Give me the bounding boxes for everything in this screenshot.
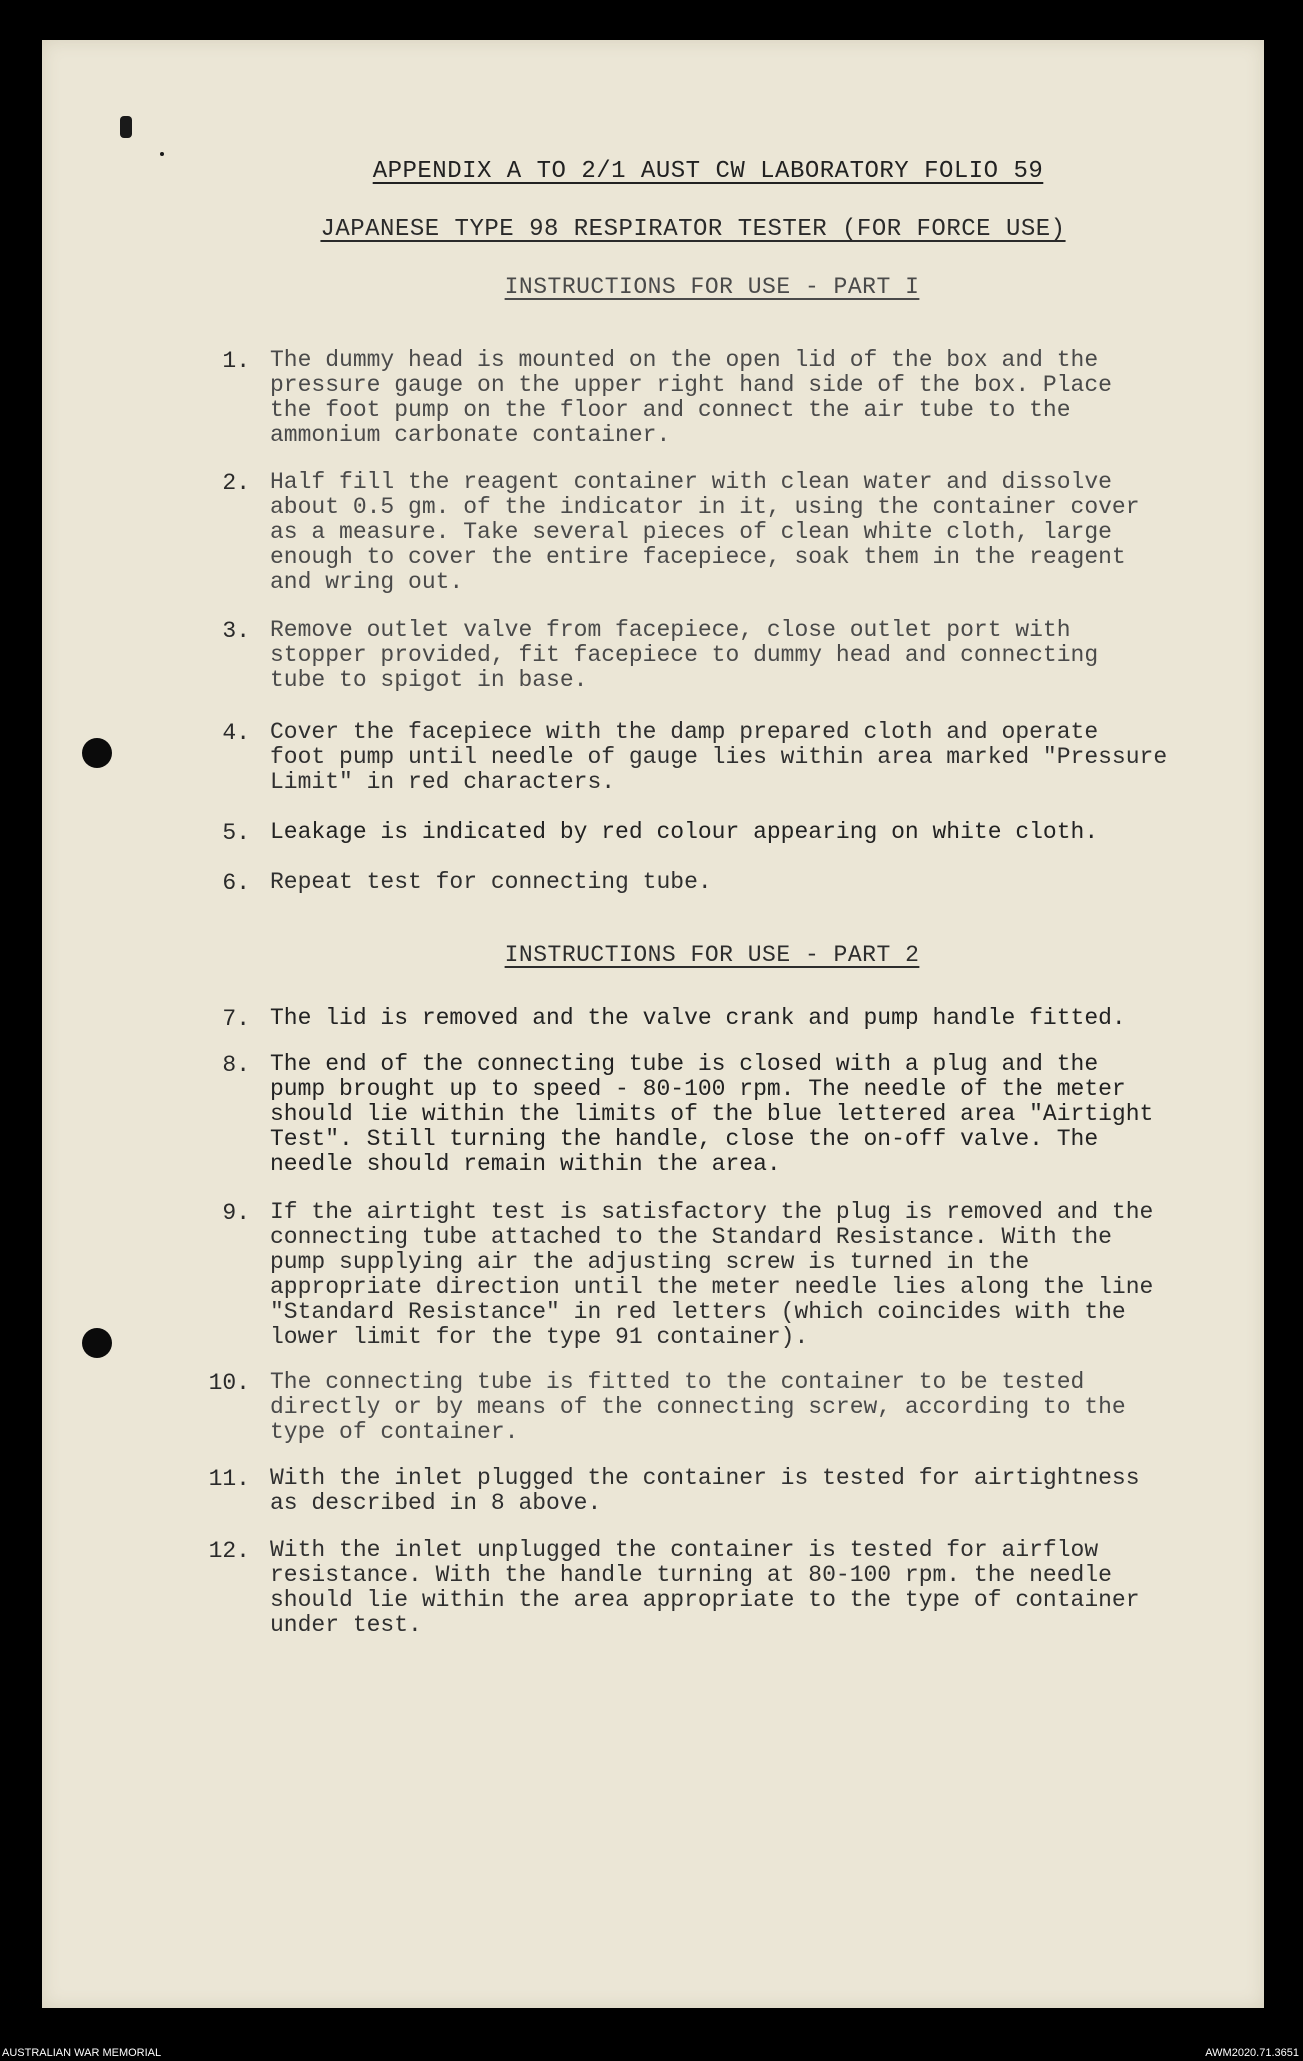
item-number: 8. <box>222 1052 250 1078</box>
footer-credit: AUSTRALIAN WAR MEMORIAL <box>2 2047 162 2059</box>
item-number: 12. <box>208 1538 250 1564</box>
footer-accession-number: AWM2020.71.3651 <box>1205 2047 1299 2059</box>
item-text: Half fill the reagent container with clean water and dissolve about 0.5 gm. of the indicator in it, using the container cover as a measure. Take several pieces of clean white cloth, large enough to cover the entire facepiece, soak them in the reagent and wring out. <box>270 469 1140 595</box>
item-number: 2. <box>222 470 250 496</box>
item-number: 4. <box>222 720 250 746</box>
item-text: If the airtight test is satisfactory the plug is removed and the connecting tube attached to the Standard Resistance. With the pump supplying air the adjusting screw is turned in the appropriate direction until the meter needle lies along the line "Standard Resistance" in red letters (which coincides with the lower limit for the type 91 container). <box>270 1199 1154 1350</box>
item-text: The connecting tube is fitted to the container to be tested directly or by means of the connecting screw, according to the type of container. <box>270 1369 1126 1445</box>
item-text: Cover the facepiece with the damp prepared cloth and operate foot pump until needle of gauge lies within area marked "Pressure Limit" in red characters. <box>270 719 1168 795</box>
punch-hole-top <box>82 738 112 768</box>
item-number: 10. <box>208 1370 250 1396</box>
item-text: The dummy head is mounted on the open lid of the box and the pressure gauge on the upper right hand side of the box. Place the foot pump on the floor and connect the air tube to the ammonium carbonate container. <box>270 347 1112 448</box>
part1-heading: INSTRUCTIONS FOR USE - PART I <box>504 274 920 300</box>
item-number: 11. <box>208 1466 250 1492</box>
document-page <box>42 40 1264 2008</box>
item-text: The lid is removed and the valve crank and pump handle fitted. <box>270 1005 1126 1031</box>
item-text: With the inlet plugged the container is tested for airtightness as described in 8 above. <box>270 1465 1140 1516</box>
document-title: JAPANESE TYPE 98 RESPIRATOR TESTER (FOR FORCE USE) <box>320 216 1066 243</box>
item-number: 1. <box>222 348 250 374</box>
ink-dot <box>160 152 164 156</box>
item-text: The end of the connecting tube is closed with a plug and the pump brought up to speed - 80-100 rpm. The needle of the meter should lie within the limits of the blue lettered area "Airtight Test". Still turning the handle, close the on-off valve. The needle should remain within the area. <box>270 1051 1154 1177</box>
item-text: With the inlet unplugged the container is tested for airflow resistance. With the handle turning at 80-100 rpm. the needle should lie within the area appropriate to the type of container under test. <box>270 1537 1140 1638</box>
item-number: 3. <box>222 618 250 644</box>
item-number: 7. <box>222 1006 250 1032</box>
item-text: Remove outlet valve from facepiece, close outlet port with stopper provided, fit facepiece to dummy head and connecting tube to spigot in base. <box>270 617 1099 693</box>
punch-hole-bottom <box>82 1328 112 1358</box>
item-number: 9. <box>222 1200 250 1226</box>
part2-heading: INSTRUCTIONS FOR USE - PART 2 <box>504 942 920 968</box>
ink-mark <box>120 116 132 138</box>
item-text: Repeat test for connecting tube. <box>270 869 712 895</box>
item-number: 6. <box>222 870 250 896</box>
item-number: 5. <box>222 820 250 846</box>
appendix-heading: APPENDIX A TO 2/1 AUST CW LABORATORY FOLIO 59 <box>372 158 1044 185</box>
item-text: Leakage is indicated by red colour appearing on white cloth. <box>270 819 1099 845</box>
